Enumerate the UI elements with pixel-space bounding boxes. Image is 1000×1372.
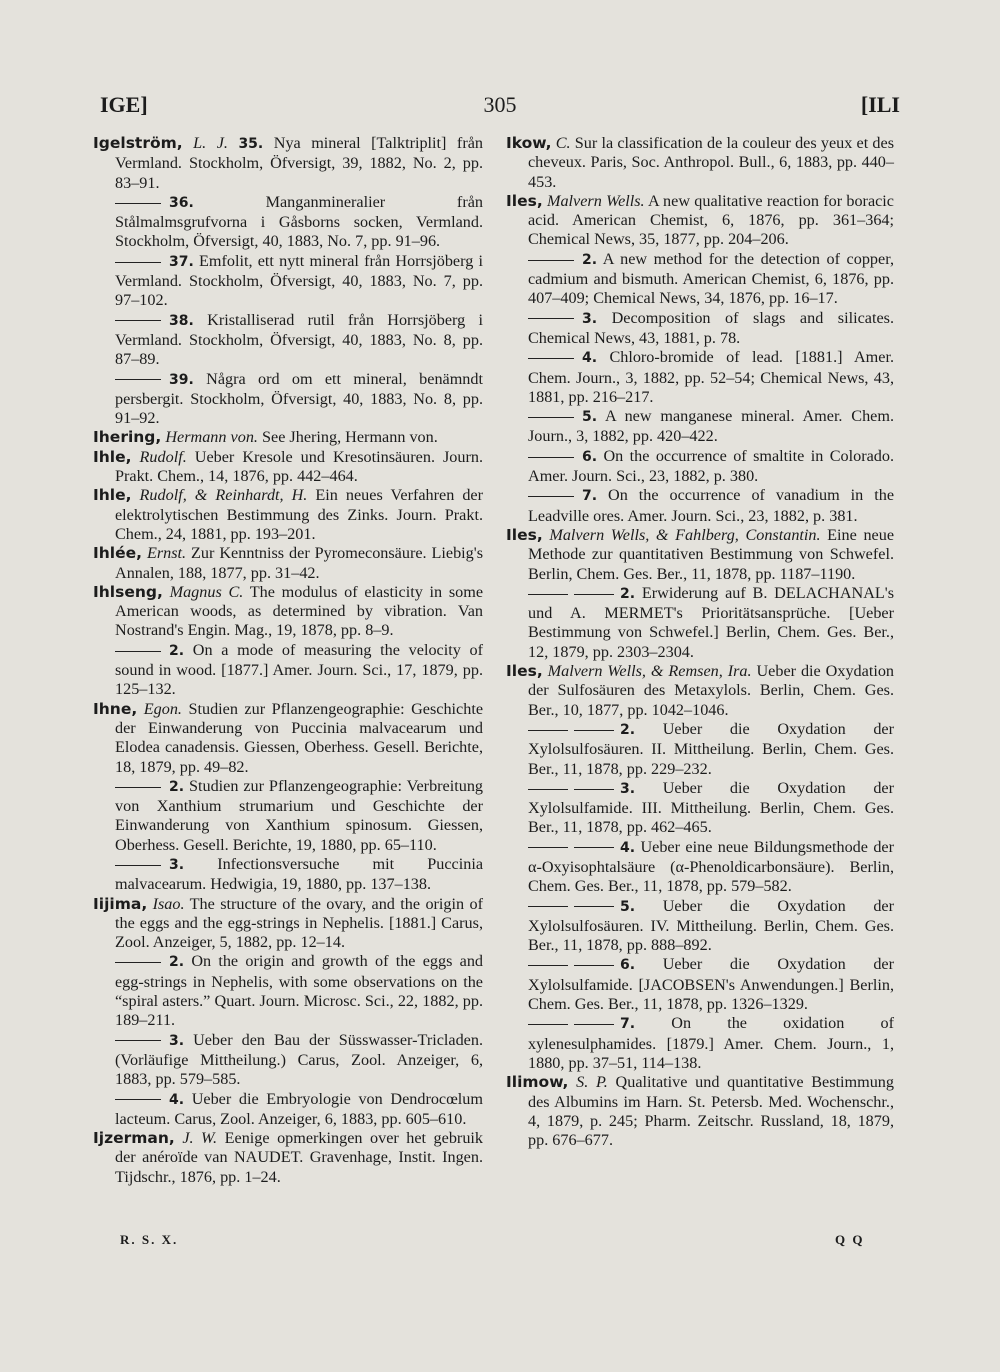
bibliography-entry — [506, 720, 894, 779]
entry-number: 2. — [620, 721, 636, 738]
entry-number: 2. — [620, 585, 636, 602]
bibliography-entry — [506, 407, 894, 447]
author-surname: Igelström, — [93, 134, 183, 152]
bibliography-entry — [506, 1073, 894, 1150]
entry-number: 3. — [169, 856, 185, 873]
author-given-name: Ernst. — [146, 544, 187, 563]
header-right-range: [ILI — [860, 92, 900, 117]
entry-number: 2. — [169, 642, 185, 659]
entry-text: Chloro-bromide of lead. [1881.] Amer. Chem. Journ., 3, 1882, pp. 52–54; Chemical News, 43, 1881, pp. 216–217. — [528, 348, 895, 406]
entry-text: Ueber die Oxydation der Xylolsulfosäuren. IV. Mittheilung. Berlin, Chem. Ges. Ber., 11, 1878, pp. 888–892. — [528, 896, 895, 955]
author-given-name: Rudolf, & Reinhardt, H. — [139, 486, 308, 505]
author-surname: Iles, — [506, 662, 543, 681]
bibliography-entry — [93, 448, 483, 487]
entry-text: Erwiderung auf B. DELACHANAL's und A. MERMET's Prioritätsansprüche. [Ueber Bestimmung von Schwefel.] Berlin, Chem. Ges. Ber., 12, 1879, pp. 2303–2304. — [528, 583, 894, 661]
ditto-dash — [574, 965, 614, 966]
bibliography-entry — [93, 134, 483, 193]
entry-text: Kristalliserad rutil från Horrsjöberg i Vermland. Stockholm, Öfversigt, 40, 1883, No. 8, pp. 87–89. — [115, 310, 484, 369]
entry-text: Några ord om ett mineral, benämndt persbergit. Stockholm, Öfversigt, 40, 1883, No. 8, pp. 91–92. — [115, 369, 483, 428]
bibliography-entry — [93, 252, 483, 311]
ditto-dash — [528, 260, 574, 261]
ditto-dash — [574, 1024, 614, 1025]
entry-text: Sur la classification de la couleur des yeux et des cheveux. Paris, Soc. Anthropol. Bull., 6, 1883, pp. 440–453. — [528, 134, 894, 191]
entry-text: Ueber die Oxydation der Xylolsulfamide. [JACOBSEN's Anwendungen.] Berlin, Chem. Ges. Ber., 11, 1878, pp. 1326–1329. — [528, 955, 895, 1014]
ditto-dash — [528, 457, 574, 458]
author-surname: Ihlseng, — [93, 582, 163, 601]
entry-text: Ueber die Embryologie von Dendrocœlum lacteum. Carus, Zool. Anzeiger, 6, 1883, pp. 605–610. — [115, 1089, 483, 1128]
ditto-dash — [528, 358, 574, 359]
ditto-dash — [574, 594, 614, 595]
ditto-dash — [574, 730, 614, 731]
author-given-name: Malvern Wells, & Fahlberg, Constantin. — [549, 525, 821, 544]
entry-text: On the origin and growth of the eggs and egg-strings in Nephelis, with some observations on the “spiral asters.” Quart. Journ. Microsc. Sci., 22, 1882, pp. 189–211. — [115, 952, 484, 1030]
entry-text: On the occurrence of smaltite in Colorado. Amer. Journ. Sci., 23, 1882, p. 380. — [528, 446, 895, 486]
entry-text: A new manganese mineral. Amer. Chem. Journ., 3, 1882, pp. 420–422. — [528, 407, 894, 446]
ditto-dash — [115, 651, 161, 652]
footer-signature: R. S. X. — [120, 1232, 179, 1247]
entry-text: Studien zur Pflanzengeographie: Verbreitung von Xanthium strumarium und Geschichte der Einwanderung von Xanthium spinosum. Giessen, Oberhess. Gesell. Berichte, 19, 1880, pp. 65–110. — [115, 776, 484, 854]
ditto-dash — [574, 789, 614, 790]
entry-text: Manganmineralier från Stålmalmsgrufvorna i Gåsborns socken, Vermland. Stockholm, Öfversigt, 40, 1883, No. 7, pp. 91–96. — [115, 192, 483, 251]
bibliography-entry — [506, 192, 894, 250]
author-surname: Ihle, — [93, 486, 132, 505]
entry-text: Infectionsversuche mit Puccinia malvacearum. Hedwigia, 19, 1880, pp. 137–138. — [115, 854, 484, 894]
entry-number: 3. — [620, 780, 636, 797]
bibliography-entry — [506, 486, 894, 526]
entry-number: 37. — [169, 253, 194, 270]
entry-number: 3. — [582, 310, 598, 327]
entry-text: Studien zur Pflanzengeographie: Geschichte der Einwanderung von Puccinia malvacearum und Elodea canadensis. Giessen, Oberhess. Gesell. Berichte, 18, 1879, pp. 49–82. — [115, 699, 484, 776]
entry-text: Ueber Kresole und Kresotinsäuren. Journ. Prakt. Chem., 14, 1876, pp. 442–464. — [115, 447, 484, 486]
bibliography-entry — [506, 447, 894, 487]
author-surname: Ilimow, — [506, 1073, 569, 1092]
right-column — [506, 134, 894, 1150]
entry-number: 38. — [169, 312, 194, 329]
entry-text: Eenige opmerkingen over het gebruik der anéroïde van NAUDET. Gravenhage, Instit. Ingen. Tijdschr., 1876, pp. 1–24. — [115, 1129, 484, 1186]
ditto-dash — [115, 203, 161, 204]
ditto-dash — [528, 594, 568, 595]
author-surname: Iles, — [506, 191, 543, 210]
bibliography-entry — [93, 895, 483, 953]
entry-text: On the oxidation of xylenesulphamides. [1879.] Amer. Chem. Journ., 1, 1880, pp. 37–51, 114–138. — [528, 1014, 894, 1072]
ditto-dash — [115, 320, 161, 321]
bibliography-entry — [93, 486, 483, 544]
author-given-name: Magnus C. — [169, 582, 244, 601]
page-header — [100, 92, 900, 122]
entry-number: 4. — [620, 839, 636, 856]
author-given-name: L. J. — [193, 134, 228, 152]
ditto-dash — [528, 730, 568, 731]
ditto-dash — [528, 1024, 568, 1025]
author-surname: Ihlée, — [93, 544, 143, 563]
bibliography-entry — [506, 897, 894, 956]
bibliography-entry — [93, 428, 483, 447]
footer-signature-mark: Q Q — [835, 1232, 865, 1247]
bibliography-entry — [93, 855, 483, 895]
author-given-name: Malvern Wells. — [546, 191, 645, 210]
author-given-name: C. — [555, 134, 571, 152]
entry-text: A new qualitative reaction for boracic acid. American Chemist, 6, 1876, pp. 361–364; Chemical News, 35, 1877, pp. 204–206. — [528, 191, 894, 249]
entry-number: 3. — [169, 1032, 185, 1049]
entry-text: Ueber die Oxydation der Sulfosäuren des Metaxylols. Berlin, Chem. Ges. Ber., 10, 1877, pp. 1042–1046. — [528, 662, 895, 719]
entry-text: See Jhering, Hermann von. — [262, 428, 438, 447]
author-surname: Ijzerman, — [93, 1129, 175, 1148]
bibliography-entry — [93, 952, 483, 1030]
bibliography-entry — [506, 250, 894, 309]
entry-text: On a mode of measuring the velocity of sound in wood. [1877.] Amer. Journ. Sci., 17, 1879, pp. 125–132. — [115, 640, 484, 699]
entry-text: Nya mineral [Talktriplit] från Vermland. Stockholm, Öfversigt, 39, 1882, No. 2, pp. 83–91. — [115, 134, 483, 192]
left-column — [93, 134, 483, 1187]
ditto-dash — [115, 1099, 161, 1100]
entry-number: 7. — [582, 488, 598, 505]
bibliography-entry — [506, 1014, 894, 1073]
ditto-dash — [115, 787, 161, 788]
bibliography-entry — [506, 134, 894, 192]
entry-number: 6. — [582, 448, 598, 465]
author-given-name: S. P. — [576, 1073, 608, 1092]
bibliography-entry — [93, 583, 483, 641]
ditto-dash — [574, 847, 614, 848]
ditto-dash — [115, 1040, 161, 1041]
bibliography-entry — [93, 544, 483, 583]
author-surname: Ihering, — [93, 428, 162, 447]
entry-number: 2. — [582, 251, 598, 268]
entry-number: 2. — [169, 778, 185, 795]
bibliography-entry — [506, 779, 894, 838]
author-surname: Ihne, — [93, 699, 138, 718]
entry-text: On the occurrence of vanadium in the Leadville ores. Amer. Journ. Sci., 23, 1882, p. 381. — [528, 486, 895, 525]
entry-number: 6. — [620, 957, 636, 974]
entry-text: Ueber den Bau der Süsswasser-Tricladen. (Vorläufige Mittheilung.) Carus, Zool. Anzeiger, 6, 1883, pp. 579–585. — [115, 1030, 484, 1089]
author-given-name: Rudolf. — [139, 447, 187, 466]
entry-text: Decomposition of slags and silicates. Chemical News, 43, 1881, p. 78. — [528, 308, 895, 347]
entry-number: 5. — [582, 409, 598, 426]
ditto-dash — [528, 847, 568, 848]
entry-text: Eine neue Methode zur quantitativen Bestimmung von Schwefel. Berlin, Chem. Ges. Ber., 11, 1878, pp. 1187–1190. — [528, 525, 895, 583]
bibliography-entry — [93, 311, 483, 370]
entry-number: 4. — [169, 1091, 185, 1108]
ditto-dash — [115, 262, 161, 263]
entry-number: 5. — [620, 898, 636, 915]
author-given-name: Hermann von. — [165, 428, 258, 447]
bibliography-entry — [93, 1031, 483, 1090]
ditto-dash — [574, 906, 614, 907]
author-given-name: Malvern Wells, & Remsen, Ira. — [547, 662, 752, 681]
bibliography-entry — [93, 370, 483, 429]
bibliography-entry — [506, 955, 894, 1014]
author-given-name: Isao. — [152, 894, 185, 913]
entry-text: Zur Kenntniss der Pyromeconsäure. Liebig's Annalen, 188, 1877, pp. 31–42. — [115, 544, 483, 582]
author-surname: Ihle, — [93, 447, 132, 466]
ditto-dash — [528, 417, 574, 418]
ditto-dash — [528, 789, 568, 790]
bibliography-entry — [506, 526, 894, 584]
entry-text: Qualitative und quantitative Bestimmung des Albumins im Harn. St. Petersb. Med. Wochenschr., 4, 1879, p. 245; Pharm. Zeitschr. Russland, 18, 1879, pp. 676–677. — [528, 1073, 894, 1150]
bibliography-entry — [93, 1090, 483, 1130]
author-surname: Iijima, — [93, 894, 148, 913]
author-given-name: Egon. — [143, 699, 182, 718]
bibliography-entry — [93, 700, 483, 777]
author-surname: Iles, — [506, 525, 543, 544]
ditto-dash — [528, 906, 568, 907]
ditto-dash — [115, 379, 161, 380]
entry-number: 2. — [169, 954, 185, 971]
ditto-dash — [115, 865, 161, 866]
entry-text: Ueber die Oxydation der Xylolsulfamide. III. Mittheilung. Berlin, Chem. Ges. Ber., 11, 1878, pp. 462–465. — [528, 778, 895, 837]
bibliography-entry — [506, 838, 894, 897]
entry-text: A new method for the detection of copper, cadmium and bismuth. American Chemist, 6, 1876, pp. 407–409; Chemical News, 34, 1876, pp. 16–17. — [528, 249, 894, 308]
bibliography-entry — [506, 348, 894, 407]
entry-text: The structure of the ovary, and the origin of the eggs and the egg-strings in Nephelis. [1881.] Carus, Zool. Anzeiger, 5, 1882, pp. 12–14. — [115, 894, 483, 952]
author-given-name: J. W. — [182, 1129, 218, 1148]
entry-text: Ueber die Oxydation der Xylolsulfosäuren. II. Mittheilung. Berlin, Chem. Ges. Ber., 11, 1878, pp. 229–232. — [528, 719, 895, 778]
entry-number: 4. — [582, 350, 598, 367]
header-left-range: IGE] — [100, 92, 148, 117]
entry-text: Ein neues Verfahren der elektrolytischen Bestimmung des Zinks. Journ. Prakt. Chem., 24, 1881, pp. 193–201. — [115, 486, 483, 543]
page-number: 305 — [483, 92, 517, 117]
bibliography-entry — [93, 777, 483, 855]
entry-number: 36. — [169, 194, 194, 211]
entry-text: The modulus of elasticity in some American woods, as determined by vibration. Van Nostrand's Engin. Mag., 19, 1878, pp. 8–9. — [115, 582, 484, 640]
entry-number: 39. — [169, 371, 194, 388]
bibliography-entry — [93, 193, 483, 252]
bibliography-entry — [93, 1129, 483, 1187]
bibliography-entry — [506, 584, 894, 662]
ditto-dash — [528, 318, 574, 319]
entry-number: 35. — [238, 136, 264, 152]
entry-number: 7. — [620, 1016, 636, 1033]
author-surname: Ikow, — [506, 134, 552, 152]
ditto-dash — [115, 962, 161, 963]
bibliography-entry — [93, 641, 483, 700]
entry-text: Ueber eine neue Bildungsmethode der α-Oxyisophtalsäure (α-Phenoldicarbonsäure). Berlin, Chem. Ges. Ber., 11, 1878, pp. 579–582. — [528, 837, 895, 896]
ditto-dash — [528, 965, 568, 966]
entry-text: Emfolit, ett nytt mineral från Horrsjöberg i Vermland. Stockholm, Öfversigt, 40, 1883, No. 7, pp. 97–102. — [115, 251, 483, 310]
bibliography-entry — [506, 662, 894, 720]
bibliography-entry — [506, 309, 894, 349]
ditto-dash — [528, 496, 574, 497]
